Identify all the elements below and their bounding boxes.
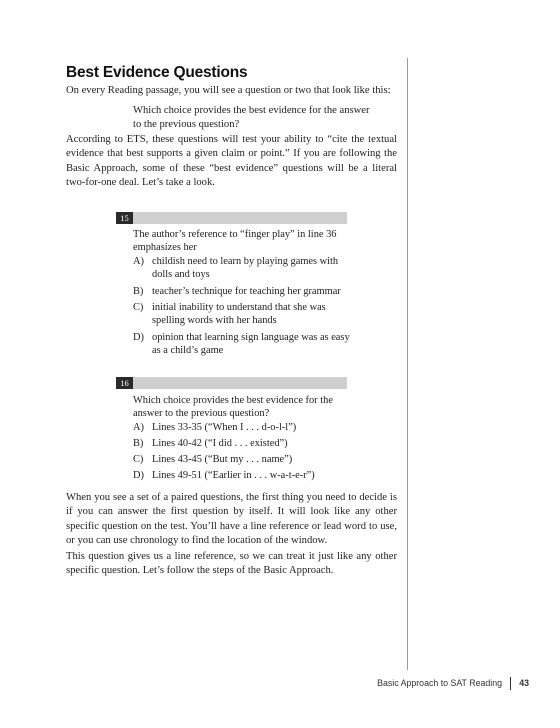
- question-number-bar: [116, 212, 347, 224]
- page-number: 43: [519, 678, 529, 688]
- choice-text: Lines 49-51 (“Earlier in . . . w-a-t-e-r”): [152, 470, 315, 481]
- choice-letter: A): [133, 256, 144, 267]
- choice-text: Lines 33-35 (“When I . . . d-o-l-l”): [152, 422, 297, 433]
- question-number-bar: [116, 377, 347, 389]
- choice-text: Lines 40-42 (“I did . . . existed”): [152, 438, 288, 449]
- margin-rule: [407, 58, 408, 670]
- choice-text: Lines 43-45 (“But my . . . name”): [152, 454, 293, 465]
- answer-choice: [133, 453, 359, 466]
- choice-text: opinion that learning sign language was as easy as a child’s game: [152, 332, 350, 357]
- question-number: 15: [116, 212, 133, 224]
- intro-paragraph: On every Reading passage, you will see a question or two that look like this:: [66, 85, 391, 96]
- example-question: Which choice provides the best evidence for the answer to the previous question?: [133, 105, 370, 131]
- question-number: 16: [116, 377, 133, 389]
- answer-choice: [133, 421, 359, 434]
- choice-text: initial inability to understand that she was spelling words with her hands: [152, 302, 326, 327]
- paired-questions-paragraph: When you see a set of a paired questions, the first thing you need to decide is if you can answer the first question by itself. It will look like any other specific question on the test. You’ll have a line reference or lead word to use, or you can use chronology to find the location of the window.: [66, 492, 397, 546]
- line-reference-paragraph: This question gives us a line reference, so we can treat it just like any other specific question. Let’s follow the steps of the Basic Approach.: [66, 551, 397, 577]
- answer-choice: [133, 331, 359, 358]
- footer-section-title: Basic Approach to SAT Reading: [377, 678, 502, 688]
- ets-paragraph: According to ETS, these questions will test your ability to “cite the textual evidence that best supports a given claim or point.” If you are following the Basic Approach, some of these “best evidence” questions will be a literal two-for-one deal. Let’s take a look.: [66, 134, 397, 188]
- answer-choice: [133, 437, 359, 450]
- question-stem: Which choice provides the best evidence for the answer to the previous question?: [133, 395, 333, 420]
- section-heading: Best Evidence Questions: [66, 64, 248, 81]
- choice-letter: D): [133, 470, 144, 481]
- answer-choice: [133, 255, 359, 282]
- choice-letter: C): [133, 302, 144, 313]
- choice-letter: B): [133, 438, 144, 449]
- page-footer: [370, 677, 536, 691]
- question-stem: The author’s reference to “finger play” in line 36 emphasizes her: [133, 229, 337, 254]
- answer-choice: [133, 285, 359, 298]
- footer-divider: [510, 677, 511, 690]
- choice-letter: A): [133, 422, 144, 433]
- choice-letter: C): [133, 454, 144, 465]
- choice-text: teacher’s technique for teaching her grammar: [152, 286, 341, 297]
- choice-letter: D): [133, 332, 144, 343]
- choice-text: childish need to learn by playing games with dolls and toys: [152, 256, 339, 281]
- answer-choice: [133, 469, 359, 482]
- answer-choice: [133, 301, 359, 328]
- choice-letter: B): [133, 286, 144, 297]
